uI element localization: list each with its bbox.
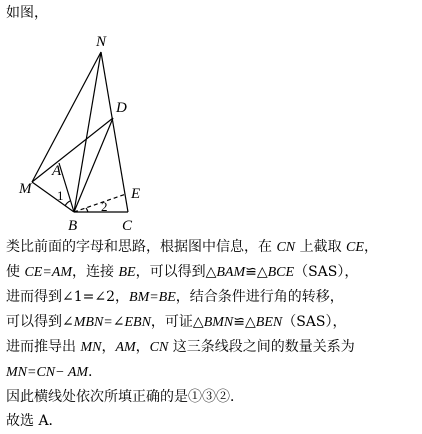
t6a: MN=CN− AM: [6, 365, 89, 380]
t2g: ≌△: [245, 264, 268, 280]
t4i: （SAS），: [282, 314, 347, 330]
t5f: CN: [149, 340, 169, 355]
t8: 故选 A．: [6, 413, 63, 429]
t3c: ，结合条件进行角的转移，: [175, 289, 344, 305]
label-angle-1: 1: [57, 188, 64, 203]
label-e: E: [131, 186, 141, 202]
t6b: .: [88, 364, 93, 380]
t1d: CE: [346, 240, 364, 255]
segment-nm: [32, 52, 101, 182]
text-line-4: [6, 313, 347, 332]
t2c: ，连接: [72, 264, 119, 280]
t4e: ，可证△: [150, 314, 204, 330]
t4f: BMN: [203, 315, 234, 330]
label-n: N: [96, 34, 107, 50]
t5g: 这三条线段之间的数量关系为: [168, 339, 355, 355]
text-line-2: [6, 263, 358, 282]
segment-mb: [32, 182, 74, 212]
t1e: ，: [363, 239, 378, 255]
label-c: C: [122, 218, 133, 234]
t7: 因此横线处依次所填正确的是①③②．: [6, 389, 244, 405]
label-m: M: [19, 181, 32, 197]
t3a: 进而得到∠1=∠2，: [6, 289, 130, 305]
text-line-3: [6, 288, 344, 307]
segment-nc: [101, 52, 128, 212]
text-line-7: [6, 388, 244, 406]
text-line-8: [6, 412, 63, 430]
angle-1-arc: [65, 201, 70, 206]
t4a: 可以得到∠: [6, 314, 74, 330]
t5e: ，: [135, 339, 150, 355]
t2b: CE=AM: [24, 265, 73, 280]
t5d: AM: [115, 340, 136, 355]
t4d: EBN: [124, 315, 151, 330]
t5c: ，: [101, 339, 116, 355]
intro-label: 如图，: [6, 5, 48, 21]
segment-nb: [74, 52, 101, 212]
segment-db: [74, 118, 113, 212]
text-line-5: [6, 338, 355, 357]
text-line-6: [6, 363, 92, 382]
t3b: BM=BE: [129, 290, 176, 305]
t4h: BEN: [255, 315, 283, 330]
t5a: 进而推导出: [6, 339, 81, 355]
t4c: ∠: [112, 314, 125, 330]
t5b: MN: [80, 340, 102, 355]
t4b: MBN=: [73, 315, 113, 330]
t1b: CN: [276, 240, 296, 255]
segment-md: [32, 118, 113, 182]
t4g: ≌△: [233, 314, 256, 330]
label-d: D: [116, 100, 127, 116]
label-a: A: [52, 163, 62, 179]
text-line-1: [6, 238, 378, 257]
t1a: 类比前面的字母和思路，根据图中信息，在: [6, 239, 277, 255]
t1c: 上截取: [295, 239, 347, 255]
t2i: （SAS），: [294, 264, 359, 280]
t2h: BCE: [267, 265, 295, 280]
t2d: BE: [118, 265, 136, 280]
segment-be-dashed: [74, 194, 126, 212]
t2a: 使: [6, 264, 25, 280]
label-angle-2: 2: [101, 199, 108, 214]
t2e: ，可以得到△: [135, 264, 217, 280]
label-b: B: [68, 218, 78, 234]
t2f: BAM: [216, 265, 246, 280]
